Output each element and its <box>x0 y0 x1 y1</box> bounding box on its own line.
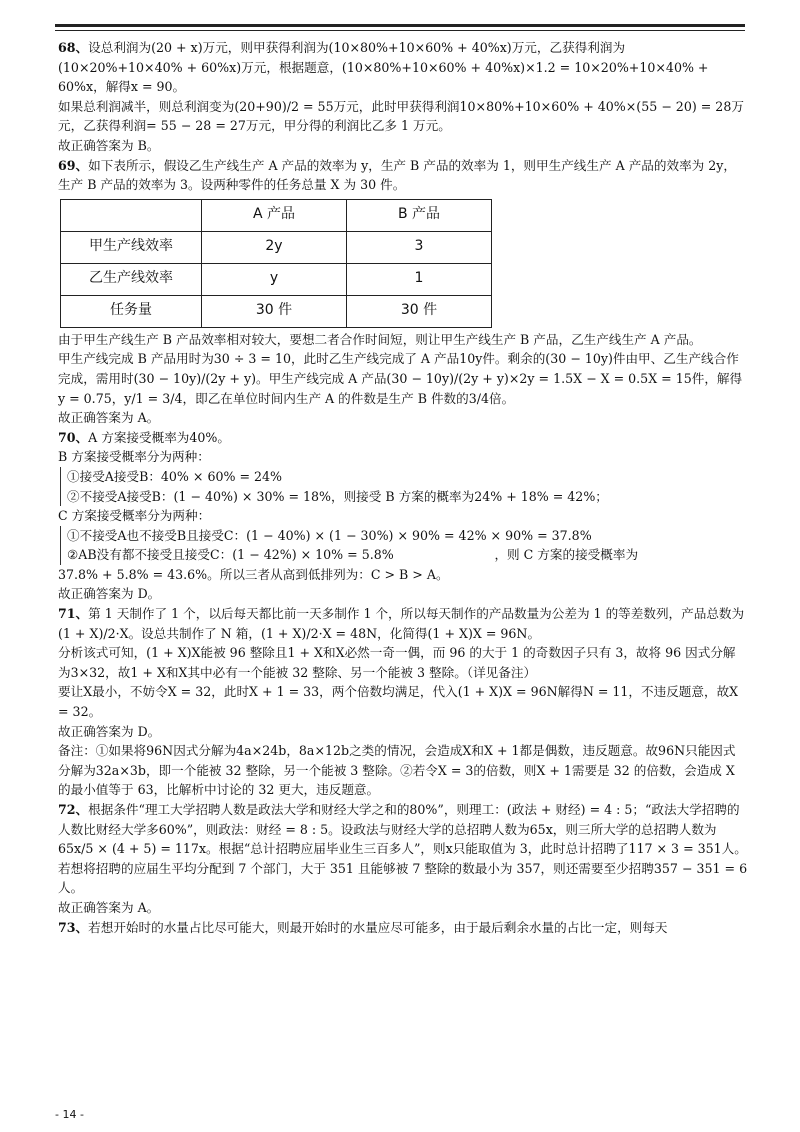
q70-line4: 37.8% + 5.8% = 43.6%。所以三者从高到低排列为：C > B > A。 <box>58 566 449 582</box>
q70-b-case2: ②不接受A接受B：(1 − 40%) × 30% = 18%，则接受 B 方案的概率为24% + 18% = 42%； <box>67 488 608 504</box>
q69-number: 69、 <box>58 157 89 173</box>
q71-text: 第 1 天制作了 1 个，以后每天都比前一天多制作 1 个，所以每天制作的产品数量为公差为 1 的等差数列，产品总数为(1 + X)/2·X。设总共制作了 N 箱，(1 + X)/2·X = 48N，化简得(1 + X)X = 96N。 <box>58 606 745 641</box>
table-header-row <box>61 199 492 231</box>
q68-answer: 故正确答案为 B。 <box>58 137 160 153</box>
q69-paragraph <box>58 156 748 195</box>
q68-paragraph-2: 如果总利润减半，则总利润变为(20+90)/2 = 55万元，此时甲获得利润10×80%+10×60% + 40%×(55 − 20) = 28万元，乙获得利润= 55 − 28 = 27万元，甲分得的利润比乙多 1 万元。 <box>58 98 744 134</box>
q71-paragraph <box>58 604 748 643</box>
q72-analysis: 若想将招聘的应届生平均分配到 7 个部门，大于 351 且能够被 7 整除的数最小为 357，则还需要至少招聘357 − 351 = 6人。 <box>58 860 748 896</box>
q69-text: 如下表所示，假设乙生产线生产 A 产品的效率为 y，生产 B 产品的效率为 1，则甲生产线生产 A 产品的效率为 2y，生产 B 产品的效率为 3。设两种零件的任务总量 X 为 30 件。 <box>58 157 736 193</box>
table-cell: 3 <box>346 231 491 263</box>
table-cell: 1 <box>346 263 491 295</box>
q70-text: A 方案接受概率为40%。 <box>88 429 230 445</box>
table-cell: 任务量 <box>61 295 202 327</box>
q70-b-cases <box>60 467 748 506</box>
q69-analysis-1: 由于甲生产线生产 B 产品效率相对较大，要想二者合作时间短，则让甲生产线生产 B 产品，乙生产线生产 A 产品。 <box>58 331 702 347</box>
q68-paragraph <box>58 38 748 97</box>
q72-paragraph <box>58 800 748 859</box>
q70-line1 <box>58 428 748 448</box>
q71-analysis-2: 要让X最小，不妨令X = 32，此时X + 1 = 33，两个倍数均满足，代入(1 + X)X = 96N解得N = 11，不违反题意，故X = 32。 <box>58 684 739 720</box>
q73-paragraph <box>58 918 748 938</box>
page-content <box>58 38 748 937</box>
efficiency-table <box>60 199 492 328</box>
table-row <box>61 263 492 295</box>
page-number: - 14 - <box>55 1108 84 1121</box>
q70-c-case2: ②AB没有都不接受且接受C：(1 − 42%) × 10% = 5.8% ，则 C 方案的接受概率为 <box>67 547 639 563</box>
q73-text: 若想开始时的水量占比尽可能大，则最开始时的水量应尽可能多，由于最后剩余水量的占比一定，则每天 <box>88 919 668 935</box>
q73-number: 73、 <box>58 919 89 935</box>
q72-text: 根据条件“理工大学招聘人数是政法大学和财经大学之和的80%”，则理工：(政法 + 财经) = 4 : 5；“政法大学招聘的人数比财经大学多60%”，则政法：财经 = 8 : 5。设政法与财经大学的总招聘人数为65x，则三所大学的总招聘人数为65x/5 × (4 + 5) = 117x。根据“总计招聘应届毕业生三百多人”，则x只能取值为 3，此时总计招聘了117 × 3 = 351人。 <box>58 802 747 857</box>
table-row <box>61 295 492 327</box>
q68-number: 68、 <box>58 40 89 55</box>
table-cell: 30 件 <box>202 295 347 327</box>
q71-note: 备注：①如果将96N因式分解为4a×24b，8a×12b之类的情况，会造成X和X + 1都是偶数，违反题意。故96N只能因式分解为32a×3b，即一个能被 32 整除，另一个能被 3 整除。②若令X = 3的倍数，则X + 1需要是 32 的倍数，会造成 X 的最小值等于 63，比解析中讨论的 32 更大，违反题意。 <box>58 743 736 798</box>
table-header-cell: B 产品 <box>346 199 491 231</box>
table-cell: 乙生产线效率 <box>61 263 202 295</box>
q70-c-case1: ①不接受A也不接受B且接受C：(1 − 40%) × (1 − 30%) × 90% = 42% × 90% = 37.8% <box>67 527 592 543</box>
table-cell: 甲生产线效率 <box>61 231 202 263</box>
q71-analysis-1: 分析该式可知，(1 + X)X能被 96 整除且1 + X和X必然一奇一偶，而 96 的大于 1 的奇数因子只有 3，故将 96 因式分解为3×32，故1 + X和X其中必有一个能被 32 整除、另一个能被 3 整除。（详见备注） <box>58 645 736 680</box>
header-rule-thin <box>55 30 745 31</box>
table-cell: 30 件 <box>346 295 491 327</box>
q70-line2: B 方案接受概率分为两种： <box>58 449 210 465</box>
q70-c-cases <box>60 526 748 565</box>
header-rule-thick <box>55 24 745 27</box>
q70-number: 70、 <box>58 429 89 445</box>
table-row <box>61 231 492 263</box>
q72-number: 72、 <box>58 802 89 817</box>
q70-b-case1: ①接受A接受B：40% × 60% = 24% <box>67 468 283 484</box>
q69-analysis-2: 甲生产线完成 B 产品用时为30 ÷ 3 = 10，此时乙生产线完成了 A 产品10y件。剩余的(30 − 10y)件由甲、乙生产线合作完成，需用时(30 − 10y)/(2y + y)。甲生产线完成 A 产品(30 − 10y)/(2y + y)×2y = 1.5X − X = 0.5X = 15件，解得y = 0.75，y/1 = 3/4，即乙在单位时间内生产 A 的件数是生产 B 件数的3/4倍。 <box>58 351 743 406</box>
q71-answer: 故正确答案为 D。 <box>58 723 161 739</box>
q72-answer: 故正确答案为 A。 <box>58 899 160 915</box>
q70-answer: 故正确答案为 D。 <box>58 586 161 602</box>
table-cell: 2y <box>202 231 347 263</box>
table-header-cell <box>61 199 202 231</box>
table-cell: y <box>202 263 347 295</box>
q70-line3: C 方案接受概率分为两种： <box>58 508 211 524</box>
table-header-cell: A 产品 <box>202 199 347 231</box>
q71-number: 71、 <box>58 606 89 622</box>
q68-text: 设总利润为(20 + x)万元，则甲获得利润为(10×80%+10×60% + 40%x)万元，乙获得利润为(10×20%+10×40% + 60%x)万元，根据题意，(10×80%+10×60% + 40%x)×1.2 = 10×20%+10×40% + 60%x，解得x = 90。 <box>58 40 709 95</box>
q69-answer: 故正确答案为 A。 <box>58 410 160 426</box>
